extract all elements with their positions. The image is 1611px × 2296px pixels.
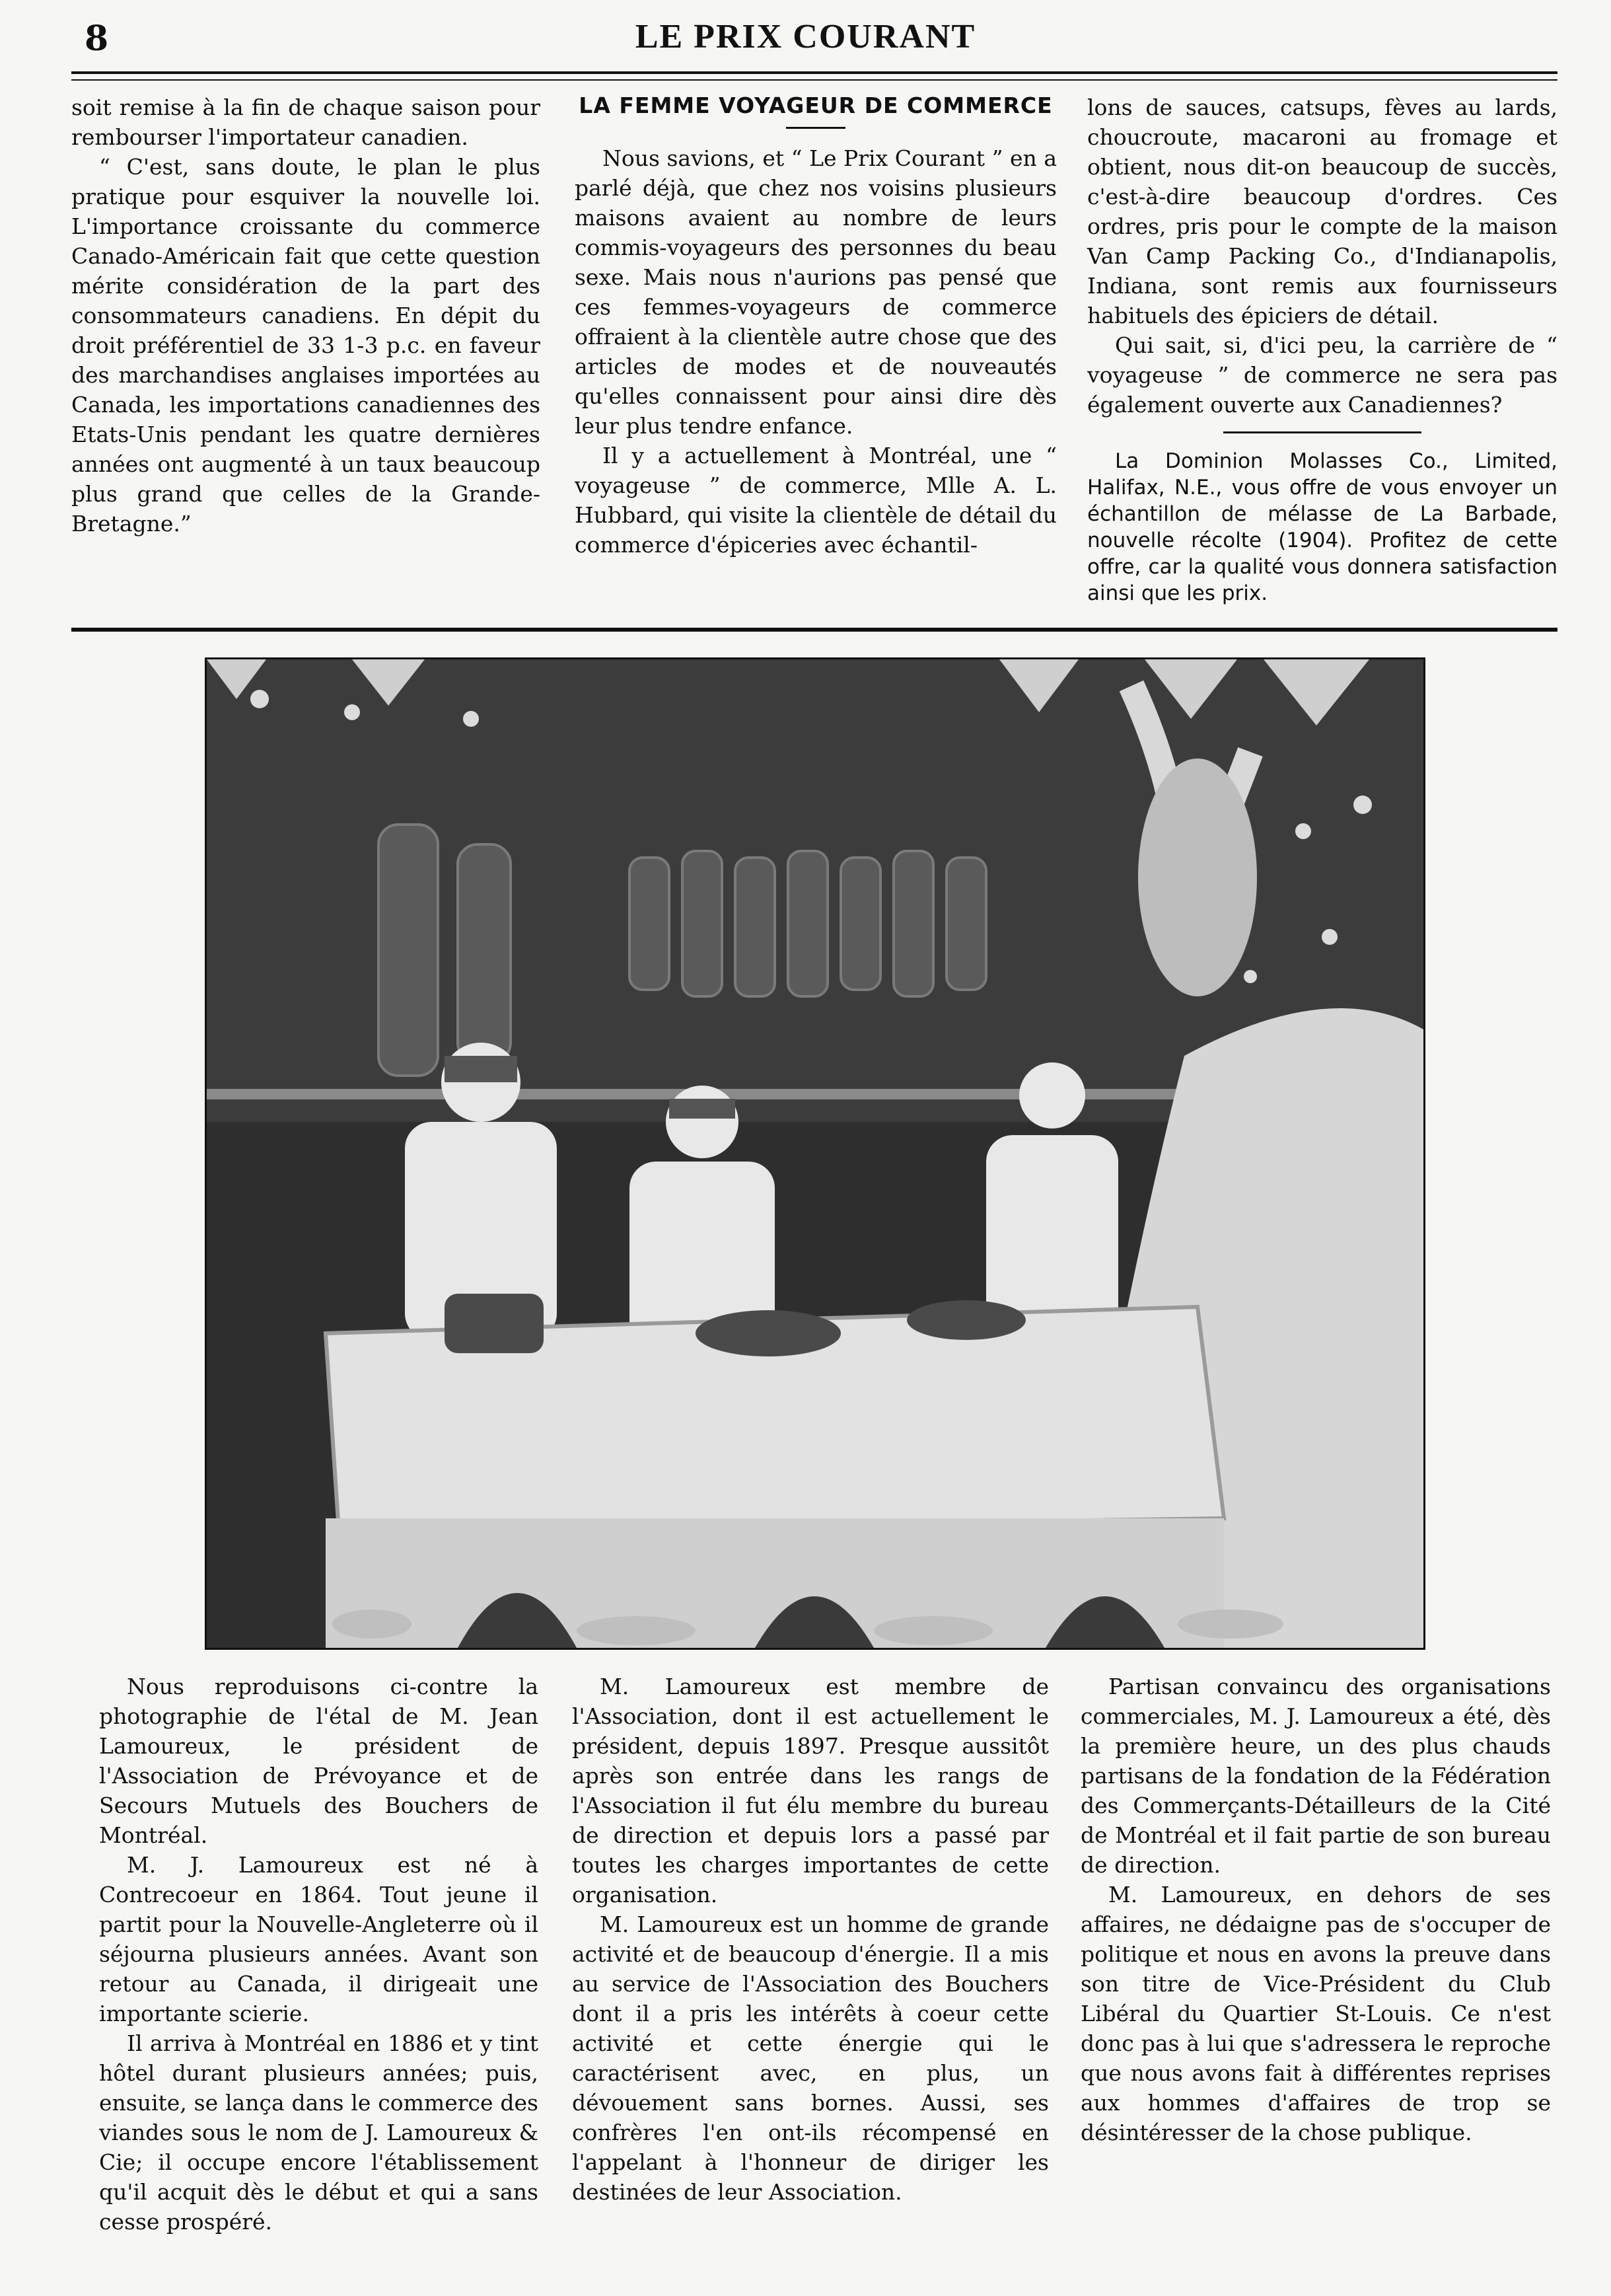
header-rule (71, 71, 1557, 74)
section-rule (71, 628, 1557, 632)
bottom-right-column (1081, 1672, 1551, 2147)
top-right-column (1087, 93, 1557, 607)
bottom-middle-column (572, 1672, 1049, 2207)
butcher-stall-photo (205, 657, 1425, 1650)
paragraph: Nous reproduisons ci-contre la photographie de l'étal de M. Jean Lamoureux, le président de l'Association de Prévoyance et de Secours Mutuels des Bouchers de Montréal. (99, 1674, 538, 1848)
page-number: 8 (85, 19, 109, 59)
header-rule-thin (71, 79, 1557, 81)
article-title: LA FEMME VOYAGEUR DE COMMERCE (579, 93, 1053, 118)
paragraph: Partisan convaincu des organisations commerciales, M. J. Lamoureux a été, dès la première heure, un des plus chauds partisans de la fondation de la Fédération des Commerçants-Détailleurs de la Cité de Montréal et il fait partie de son bureau de direction. (1081, 1674, 1551, 1878)
paragraph: M. Lamoureux est membre de l'Association, dont il est actuellement le président, depuis 1897. Presque aussitôt après son entrée dans les rangs de l'Association il fut élu membre du bureau de direction et depuis lors a passé par toutes les charges importantes de cette organisation. (572, 1674, 1049, 1907)
paragraph: M. J. Lamoureux est né à Contrecoeur en 1864. Tout jeune il partit pour la Nouvelle-Angleterre où il séjourna plusieurs années. Avant son retour au Canada, il dirigeait une importante scierie. (99, 1852, 538, 2026)
paragraph: Nous savions, et “ Le Prix Courant ” en a parlé déjà, que chez nos voisins plusieurs maisons avaient au nombre de leurs commis-voyageurs des personnes du beau sexe. Mais nous n'aurions pas pensé que ces femmes-voyageurs de commerce offraient à la clientèle autre chose que des articles de modes et de nouveautés qu'elles connaissent pour ainsi dire dès leur plus tendre enfance. (575, 145, 1057, 439)
paragraph: Qui sait, si, d'ici peu, la carrière de “ voyageuse ” de commerce ne sera pas également ouverte aux Canadiennes? (1087, 332, 1557, 418)
paragraph: Il y a actuellement à Montréal, une “ voyageuse ” de commerce, Mlle A. L. Hubbard, qui visite la clientèle de détail du commerce d'épiceries avec échantil- (575, 443, 1057, 558)
paragraph: M. Lamoureux, en dehors de ses affaires, ne dédaigne pas de s'occuper de politique et nous en avons la preuve dans son titre de Vice-Président du Club Libéral du Quartier St-Louis. Ce n'est donc pas à lui que s'adressera le reproche que nous avons fait à différentes reprises aux hommes d'affaires de trop se désintéresser de la chose publique. (1081, 1882, 1551, 2145)
paragraph: soit remise à la fin de chaque saison pour rembourser l'importateur canadien. (71, 94, 540, 150)
masthead-title: LE PRIX COURANT (635, 18, 976, 56)
paragraph: “ C'est, sans doute, le plan le plus pratique pour esquiver la nouvelle loi. L'importance croissante du commerce Canado-Américain fait que cette question mérite considération de la part des consommateurs canadiens. En dépit du droit préférentiel de 33 1-3 p.c. en faveur des marchandises anglaises importées au Canada, les importations canadiennes des Etats-Unis pendant les quatre dernières années ont augmenté à un taux beaucoup plus grand que celles de la Grande-Bretagne.” (71, 154, 540, 537)
top-middle-column (575, 93, 1057, 560)
top-left-column (71, 93, 540, 538)
paragraph: Il arriva à Montréal en 1886 et y tint hôtel durant plusieurs années; puis, ensuite, se lança dans le commerce des viandes sous le nom de J. Lamoureux & Cie; il occupe encore l'établissement qu'il acquit dès le début et qui a sans cesse prospéré. (99, 2030, 538, 2235)
bottom-left-column (99, 1672, 538, 2237)
molasses-notice: La Dominion Molasses Co., Limited, Halifax, N.E., vous offre de vous envoyer un échantillon de mélasse de La Barbade, nouvelle récolte (1904). Profitez de cette offre, car la qualité vous donnera satisfaction ainsi que les prix. (1087, 449, 1557, 605)
paragraph: M. Lamoureux est un homme de grande activité et de beaucoup d'énergie. Il a mis au service de l'Association des Bouchers dont il a pris les intérêts à coeur cette activité et cette énergie qui le caractérisent avec, en plus, un dévouement sans bornes. Aussi, ses confrères l'en ont-ils récompensé en l'appelant à l'honneur de diriger les destinées de leur Association. (572, 1911, 1049, 2205)
section-divider (1223, 431, 1421, 433)
title-divider (786, 127, 845, 129)
paragraph: lons de sauces, catsups, fèves au lards, choucroute, macaroni au fromage et obtient, nous dit-on beaucoup de succès, c'est-à-dire beaucoup d'ordres. Ces ordres, pris pour le compte de la maison Van Camp Packing Co., d'Indianapolis, Indiana, sont remis aux fournisseurs habituels des épiciers de détail. (1087, 94, 1557, 328)
